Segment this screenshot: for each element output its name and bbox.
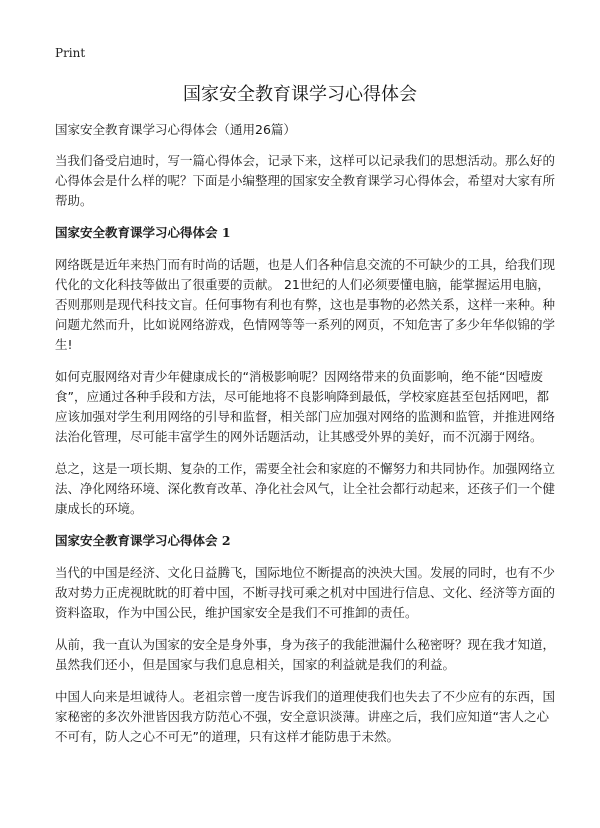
paragraph: 中国人向来是坦诚待人。老祖宗曾一度告诉我们的道理使我们也失去了不少应有的东西，国家秘密的多次外泄皆因我方防范心不强，安全意识淡薄。讲座之后，我们应知道“害人之心不可有，防人之心不可无”的道理，只有这样才能防患于未然。 xyxy=(55,689,556,744)
paragraph: 如何克服网络对青少年健康成长的“消极影响呢？因网络带来的负面影响，绝不能“因噎废食”，应通过各种手段和方法，尽可能地将不良影响降到最低，学校家庭甚至包括网吧，都应该加强对学生利用网络的引导和监督，相关部门应加强对网络的监测和监管，并推进网络法治化管理，尽可能丰富学生的网外话题活动，让其感受外界的美好，而不沉溺于网络。 xyxy=(55,369,556,444)
paragraph: 从前，我一直认为国家的安全是身外事，身为孩子的我能泄漏什么秘密呀？现在我才知道，虽然我们还小，但是国家与我们息息相关，国家的利益就是我们的利益。 xyxy=(55,637,556,672)
print-link[interactable]: Print xyxy=(55,46,86,60)
document-body xyxy=(55,120,555,759)
document-subtitle: 国家安全教育课学习心得体会（通用26篇） xyxy=(55,122,296,137)
paragraph: 网络既是近年来热门而有时尚的话题，也是人们各种信息交流的不可缺少的工具，给我们现代化的文化科技等做出了很重要的贡献。 21世纪的人们必须要懂电脑，能掌握运用电脑，否则那则是现代科技文盲。任何事物有利也有弊，这也是事物的必然关系，这样一来种。种问题尤然而升，比如说网络游戏，色情网等等一系列的网页，不知危害了多少年华似锦的学生! xyxy=(55,257,556,352)
section-heading-2: 国家安全教育课学习心得体会 2 xyxy=(55,533,231,548)
page-title: 国家安全教育课学习心得体会 xyxy=(183,84,417,105)
intro-paragraph: 当我们备受启迪时，写一篇心得体会，记录下来，这样可以记录我们的思想活动。那么好的心得体会是什么样的呢？下面是小编整理的国家安全教育课学习心得体会，希望对大家有所帮助。 xyxy=(55,153,556,208)
paragraph: 总之，这是一项长期、复杂的工作，需要全社会和家庭的不懈努力和共同协作。加强网络立法、净化网络环境、深化教育改革、净化社会风气，让全社会都行动起来，还孩子们一个健康成长的环境。 xyxy=(55,461,556,516)
section-heading-1: 国家安全教育课学习心得体会 1 xyxy=(55,225,231,240)
paragraph: 当代的中国是经济、文化日益腾飞，国际地位不断提高的泱泱大国。发展的同时，也有不少敌对势力正虎视眈眈的盯着中国，不断寻找可乘之机对中国进行信息、文化、经济等方面的资料盗取，作为中国公民，维护国家安全是我们不可推卸的责任。 xyxy=(55,565,556,620)
